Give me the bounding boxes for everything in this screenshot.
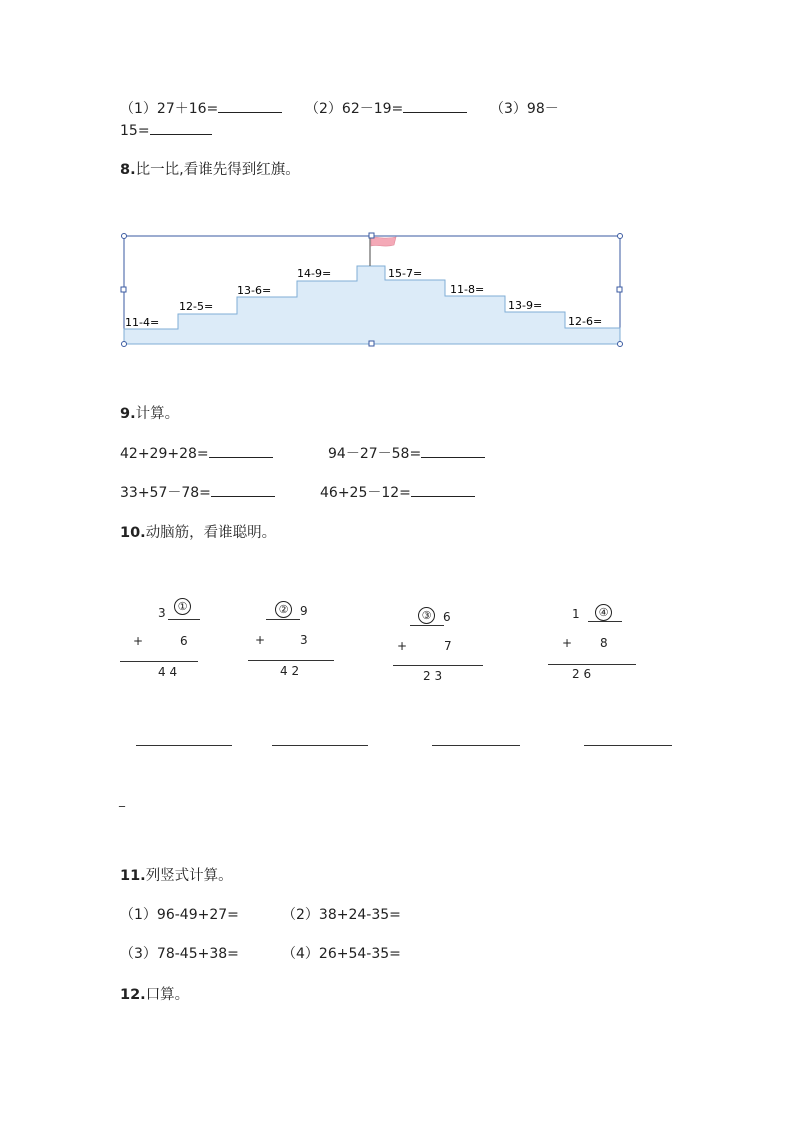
q7-item-1	[120, 98, 282, 118]
q9-expr-2	[328, 443, 485, 463]
q7-item-1-num: （1）	[120, 101, 157, 117]
resize-handle[interactable]	[122, 342, 127, 347]
q11-item-3-num: （3）	[120, 946, 157, 962]
resize-handle[interactable]	[121, 287, 126, 292]
blank-circle-4	[595, 604, 612, 621]
step-label-4: 14-9=	[297, 267, 332, 280]
step-label-3: 13-6=	[237, 284, 272, 297]
red-flag-icon	[371, 237, 396, 246]
q7-item-2-expr: 62－19=	[341, 101, 404, 117]
q10-text: 动脑筋，看谁聪明。	[145, 525, 277, 541]
q7-item-3	[490, 98, 559, 118]
sum-line	[393, 665, 483, 666]
digit: 1	[572, 607, 580, 621]
blank-underline	[588, 621, 622, 622]
plus-sign: +	[255, 633, 266, 647]
circled-number: ④	[595, 604, 612, 621]
q8-title	[120, 158, 300, 179]
q11-item-1-expr: 96-49+27=	[156, 907, 239, 923]
q10-title	[120, 521, 276, 542]
plus-sign: +	[133, 634, 144, 648]
sum-line	[120, 661, 198, 662]
q11-item-2	[282, 904, 401, 924]
blank-circle-1	[174, 598, 191, 615]
stray-mark: _	[119, 793, 125, 807]
q7-item-1-expr: 27＋16=	[156, 101, 219, 117]
answer-line-1[interactable]	[136, 745, 232, 746]
q11-item-1-num: （1）	[120, 907, 157, 923]
q11-text: 列竖式计算。	[145, 868, 233, 884]
q9-expr-1	[120, 443, 273, 462]
blank-circle-2	[275, 601, 292, 618]
q11-item-3-expr: 78-45+38=	[156, 946, 239, 962]
answer-line-4[interactable]	[584, 745, 672, 746]
step-label-6: 11-8=	[450, 283, 485, 296]
answer-blank[interactable]	[211, 482, 275, 497]
circled-number: ①	[174, 598, 191, 615]
q11-title	[120, 864, 233, 885]
step-label-2: 12-5=	[179, 300, 214, 313]
q9-title	[120, 402, 179, 423]
result: 2 3	[423, 669, 443, 683]
q11-item-4-expr: 26+54-35=	[318, 946, 401, 962]
blank-circle-3	[418, 607, 435, 624]
digit: 6	[443, 610, 451, 624]
q7-item-3-num: （3）	[490, 101, 527, 117]
q11-item-1	[120, 904, 239, 924]
answer-line-2[interactable]	[272, 745, 368, 746]
q12-text: 口算。	[145, 987, 190, 1003]
resize-handle[interactable]	[122, 234, 127, 239]
q9-expr-2-text: 94－27－58=	[328, 446, 422, 462]
plus-sign: +	[397, 639, 408, 653]
step-label-5: 15-7=	[388, 267, 423, 280]
step-label-8: 12-6=	[568, 315, 603, 328]
result: 4 2	[280, 664, 300, 678]
staircase-figure	[120, 228, 626, 350]
result: 2 6	[572, 667, 592, 681]
answer-line-3[interactable]	[432, 745, 520, 746]
q11-item-4	[282, 943, 401, 963]
result: 4 4	[158, 665, 178, 679]
digit: 9	[300, 604, 308, 618]
q12-title	[120, 983, 189, 1004]
addend: 3	[300, 633, 308, 647]
answer-blank[interactable]	[218, 98, 282, 113]
staircase-svg	[120, 228, 626, 350]
answer-blank[interactable]	[150, 120, 212, 135]
q9-expr-3	[120, 482, 275, 502]
q7-item-2-num: （2）	[305, 101, 342, 117]
resize-handle[interactable]	[618, 234, 623, 239]
q11-number: 11.	[120, 868, 146, 884]
q9-expr-1-text: 42+29+28=	[120, 446, 209, 462]
resize-handle[interactable]	[618, 342, 623, 347]
answer-blank[interactable]	[411, 482, 475, 497]
circled-number: ③	[418, 607, 435, 624]
q8-number: 8.	[120, 162, 136, 178]
q11-item-3	[120, 943, 239, 963]
answer-blank[interactable]	[421, 443, 485, 458]
q10-number: 10.	[120, 525, 146, 541]
answer-blank[interactable]	[209, 443, 273, 458]
addend: 6	[180, 634, 188, 648]
q8-text: 比一比,看谁先得到红旗。	[135, 162, 300, 178]
blank-underline	[266, 619, 300, 620]
q7-item-3-wrap	[120, 120, 212, 139]
sum-line	[548, 664, 636, 665]
resize-handle[interactable]	[617, 287, 622, 292]
step-label-1: 11-4=	[125, 316, 160, 329]
q9-text: 计算。	[135, 406, 180, 422]
digit: 3	[158, 606, 166, 620]
answer-blank[interactable]	[403, 98, 467, 113]
q12-number: 12.	[120, 987, 146, 1003]
q9-expr-3-text: 33+57－78=	[120, 485, 211, 501]
q11-item-2-expr: 38+24-35=	[318, 907, 401, 923]
q11-item-2-num: （2）	[282, 907, 319, 923]
q7-item-2	[305, 98, 467, 118]
q9-expr-4	[320, 482, 475, 502]
resize-handle[interactable]	[369, 233, 374, 238]
blank-underline	[410, 625, 444, 626]
blank-underline	[168, 619, 200, 620]
q11-item-4-num: （4）	[282, 946, 319, 962]
sum-line	[248, 660, 334, 661]
q9-number: 9.	[120, 406, 136, 422]
q7-item-3-expr: 98－	[526, 101, 559, 117]
resize-handle[interactable]	[369, 341, 374, 346]
q9-expr-4-text: 46+25－12=	[320, 485, 411, 501]
step-label-7: 13-9=	[508, 299, 543, 312]
addend: 7	[444, 639, 452, 653]
circled-number: ②	[275, 601, 292, 618]
addend: 8	[600, 636, 608, 650]
q7-item-3-wrap-text: 15=	[120, 123, 150, 139]
plus-sign: +	[562, 636, 573, 650]
